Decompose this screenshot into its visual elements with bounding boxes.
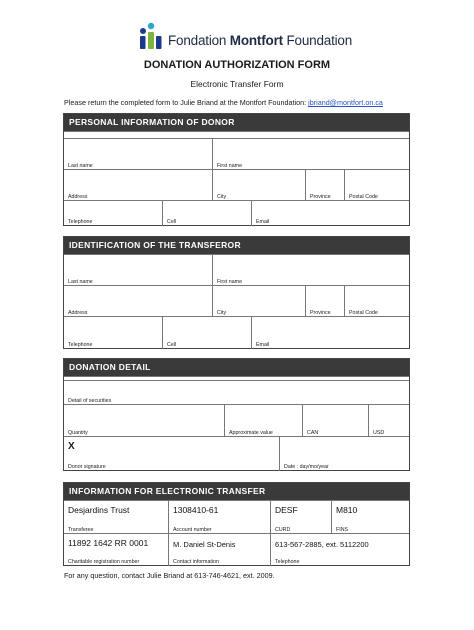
city-field[interactable]: City	[212, 170, 305, 201]
address-row	[64, 169, 409, 201]
email-field[interactable]: Email	[251, 317, 409, 349]
email-field[interactable]: Email	[251, 201, 409, 226]
address-field[interactable]: Address	[68, 310, 88, 316]
page-subtitle: Electronic Transfer Form	[190, 79, 284, 89]
contact-information-cell: M. Daniel St-Denis Contact information	[168, 534, 270, 566]
people-logo-icon	[137, 22, 163, 50]
spacer-row	[64, 131, 409, 132]
address-row	[64, 285, 409, 317]
signature-x-mark: X	[68, 441, 75, 452]
first-name-field[interactable]: First name	[212, 139, 409, 170]
cell-field[interactable]: Cell	[162, 317, 251, 349]
transfer-section	[63, 482, 410, 566]
city-field[interactable]: City	[212, 286, 305, 317]
signature-row	[64, 436, 409, 471]
telephone-field[interactable]: Telephone	[68, 219, 93, 225]
currency-can-option[interactable]: CAN	[302, 405, 368, 437]
quantity-field[interactable]: Quantity	[68, 430, 88, 436]
transfer-info-row	[64, 500, 409, 534]
last-name-field[interactable]: Last name	[68, 279, 93, 285]
postal-code-field[interactable]: Postal Code	[344, 170, 409, 201]
spacer-row	[64, 376, 409, 377]
email-link[interactable]: jbriand@montfort.on.ca	[308, 98, 383, 107]
foundation-logo	[137, 22, 353, 52]
section-header: IDENTIFICATION OF THE TRANSFEROR	[64, 237, 409, 254]
details-row	[64, 380, 409, 405]
telephone-field[interactable]: Telephone	[68, 342, 93, 348]
curd-cell: DESF CURD	[270, 501, 331, 534]
province-field[interactable]: Province	[305, 170, 344, 201]
charity-number-cell: 11892 1642 RR 0001 Charitable registration number	[68, 538, 149, 565]
transferee-cell: Desjardins Trust Transferee	[68, 505, 130, 533]
name-row	[64, 138, 409, 170]
contact-row	[64, 200, 409, 226]
postal-code-field[interactable]: Postal Code	[344, 286, 409, 317]
fins-cell: M810 FINS	[331, 501, 409, 534]
donor-section	[63, 113, 410, 226]
quantity-row	[64, 404, 409, 437]
logo-text: Fondation Montfort Foundation	[168, 33, 353, 48]
page-title: DONATION AUTHORIZATION FORM	[143, 59, 331, 71]
address-field[interactable]: Address	[68, 194, 88, 200]
name-row	[64, 254, 409, 286]
last-name-field[interactable]: Last name	[68, 163, 93, 169]
currency-usd-option[interactable]: USD	[368, 405, 409, 437]
approximate-value-field[interactable]: Approximate value	[224, 405, 302, 437]
cell-field[interactable]: Cell	[162, 201, 251, 226]
section-header: INFORMATION FOR ELECTRONIC TRANSFER	[64, 483, 409, 500]
instruction-text: Please return the completed form to Julie Briand at the Montfort Foundation: jbriand@montfort.on.ca	[64, 98, 383, 107]
transfer-telephone-cell: 613-567-2885, ext. 5112200 Telephone	[270, 534, 409, 566]
footer-contact-text: For any question, contact Julie Briand at 613-746-4621, ext. 2009.	[64, 571, 275, 580]
signature-field[interactable]: X Donor signature	[68, 441, 106, 470]
province-field[interactable]: Province	[305, 286, 344, 317]
section-header: DONATION DETAIL	[64, 359, 409, 376]
date-field[interactable]: Date : day/mo/year	[279, 437, 409, 471]
first-name-field[interactable]: First name	[212, 255, 409, 286]
contact-row	[64, 316, 409, 349]
donation-section	[63, 358, 410, 471]
transferor-section	[63, 236, 410, 349]
transfer-contact-row	[64, 533, 409, 566]
securities-detail-field[interactable]: Detail of securities	[68, 398, 112, 404]
account-number-cell: 1308410-61 Account number	[168, 501, 270, 534]
section-header: PERSONAL INFORMATION OF DONOR	[64, 114, 409, 131]
